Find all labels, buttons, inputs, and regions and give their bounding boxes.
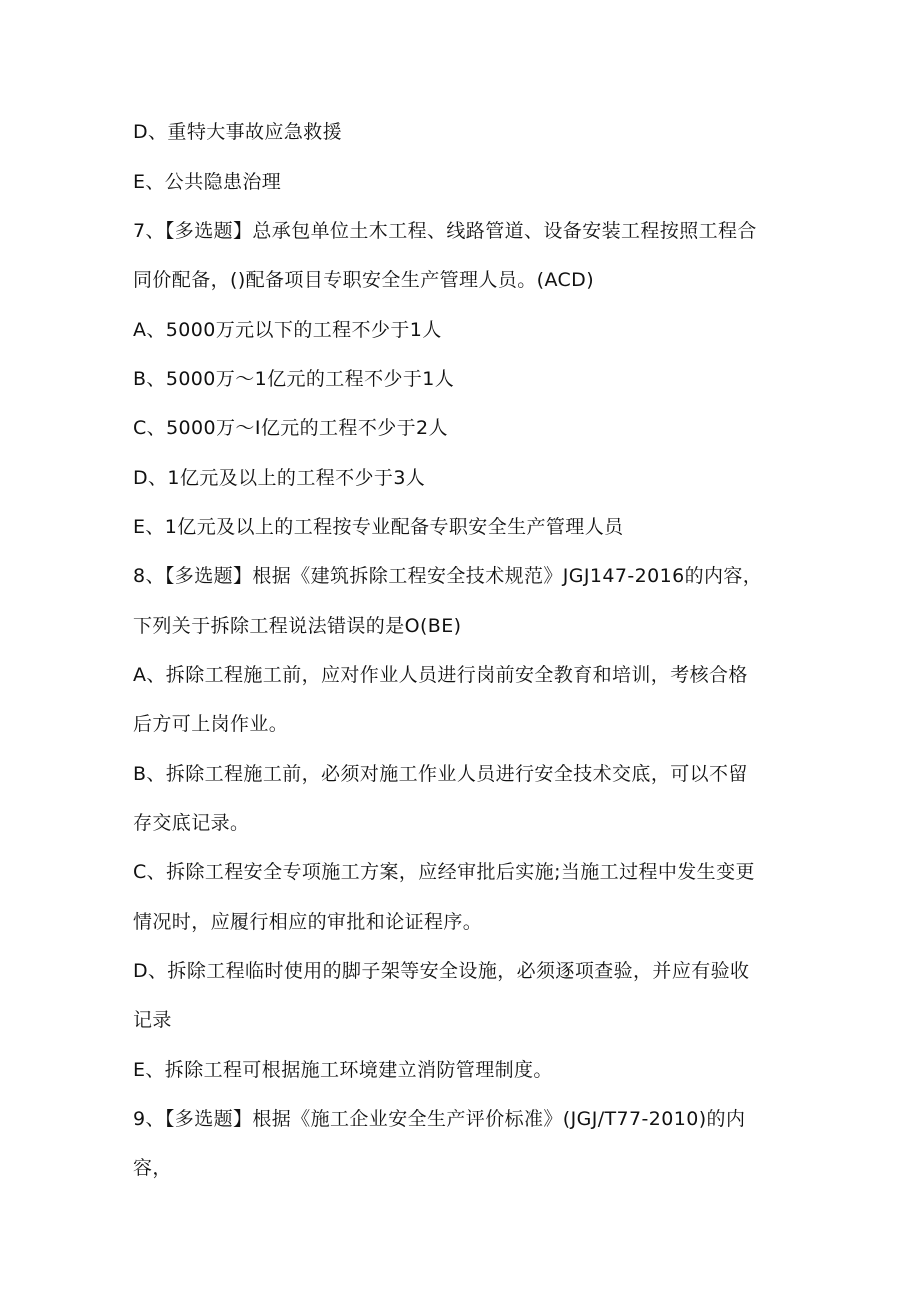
question-9-line-2: 容，: [133, 1157, 172, 1179]
question-8-line-2: 下列关于拆除工程说法错误的是O(BE): [133, 615, 462, 637]
question-7-line-1: 7、【多选题】总承包单位土木工程、线路管道、设备安装工程按照工程合: [133, 220, 757, 242]
question-7-line-2: 同价配备，()配备项目专职安全生产管理人员。(ACD): [133, 269, 595, 291]
option-c-q8-line-1: C、拆除工程安全专项施工方案，应经审批后实施;当施工过程中发生变更: [133, 861, 755, 883]
option-e-q6: E、公共隐患治理: [133, 171, 282, 193]
option-a-q8-line-1: A、拆除工程施工前，应对作业人员进行岗前安全教育和培训，考核合格: [133, 664, 748, 686]
option-c-q7: C、5000万～I亿元的工程不少于2人: [133, 417, 448, 439]
option-a-q8-line-2: 后方可上岗作业。: [133, 713, 289, 735]
question-8-line-1: 8、【多选题】根据《建筑拆除工程安全技术规范》JGJ147-2016的内容，: [133, 565, 763, 587]
option-d-q8-line-1: D、拆除工程临时使用的脚子架等安全设施，必须逐项查验，并应有验收: [133, 960, 750, 982]
option-b-q7: B、5000万～1亿元的工程不少于1人: [133, 368, 455, 390]
question-9-line-1: 9、【多选题】根据《施工企业安全生产评价标准》(JGJ/T77-2010)的内: [133, 1108, 746, 1130]
option-d-q8-line-2: 记录: [133, 1009, 172, 1031]
option-d-q6: D、重特大事故应急救援: [133, 121, 343, 143]
option-d-q7: D、1亿元及以上的工程不少于3人: [133, 467, 426, 489]
option-b-q8-line-1: B、拆除工程施工前，必须对施工作业人员进行安全技术交底，可以不留: [133, 763, 748, 785]
option-c-q8-line-2: 情况时，应履行相应的审批和论证程序。: [133, 911, 483, 933]
option-e-q8: E、拆除工程可根据施工环境建立消防管理制度。: [133, 1059, 553, 1081]
option-a-q7: A、5000万元以下的工程不少于1人: [133, 319, 442, 341]
option-e-q7: E、1亿元及以上的工程按专业配备专职安全生产管理人员: [133, 516, 624, 538]
option-b-q8-line-2: 存交底记录。: [133, 812, 250, 834]
